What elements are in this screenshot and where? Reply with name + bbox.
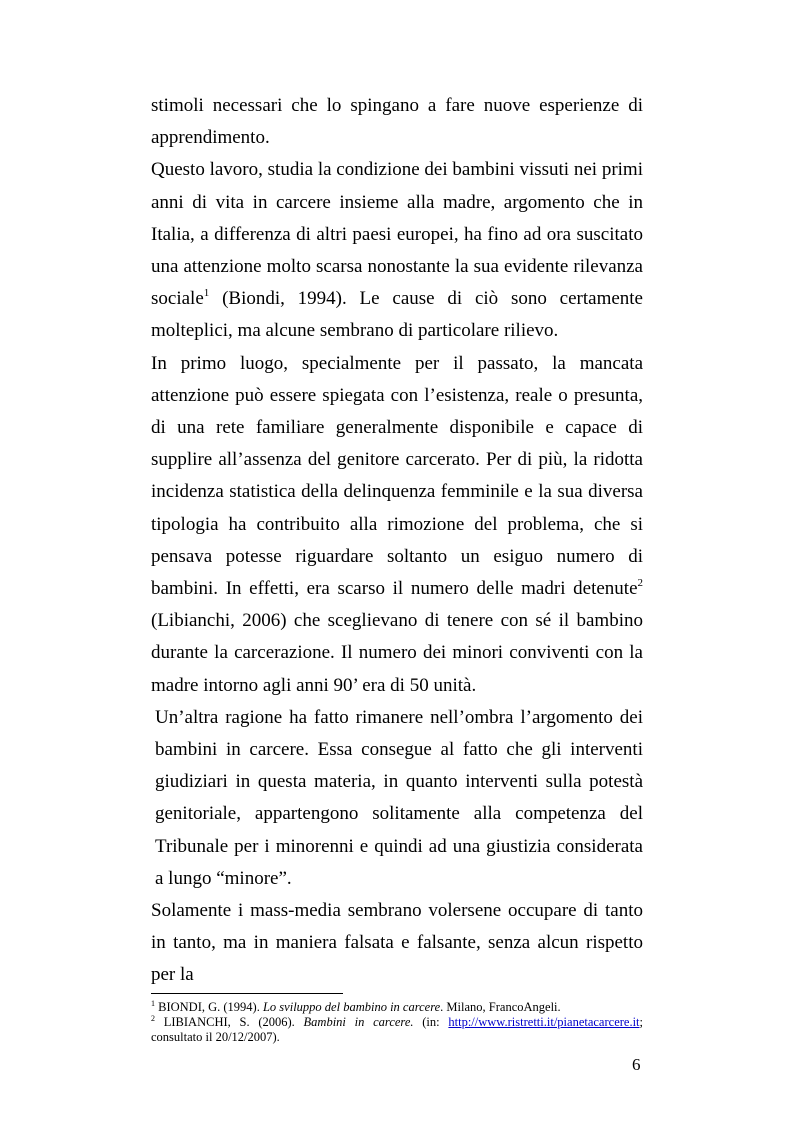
footnote-link[interactable]: http://www.ristretti.it/pianetacarcere.it bbox=[448, 1015, 640, 1029]
footnote-separator bbox=[151, 993, 343, 994]
body-text bbox=[151, 90, 643, 992]
footnote-1: $^1$ BIONDI, G. (1994). Lo sviluppo del bambino in carcere. Milano, FrancoAngeli. bbox=[151, 999, 561, 1014]
footnote-ref-1[interactable]: 1 bbox=[203, 287, 210, 300]
paragraph-5: Solamente i mass-media sembrano volersene occupare di tanto in tanto, ma in maniera falsata e falsante, senza alcun rispetto per la bbox=[151, 900, 643, 986]
paragraph-3: In primo luogo, specialmente per il passato, la mancata attenzione può essere spiegata con l’esistenza, reale o presunta, di una rete familiare generalmente disponibile e capace di supplire all’assenza del genitore carcerato. Per di più, la ridotta incidenza statistica della delinquenza femminile e la sua diversa tipologia ha contribuito alla rimozione del problema, che si pensava potesse riguardare soltanto un esiguo numero di bambini. In effetti, era scarso il numero delle madri detenute$^2$ (Libianchi, 2006) che sceglievano di tenere con sé il bambino durante la carcerazione. Il numero dei minori conviventi con la madre intorno agli anni 90’ era di 50 unità. bbox=[151, 352, 643, 696]
footnote-2: $^2$ LIBIANCHI, S. (2006). Bambini in carcere. (in: http://www.ristretti.it/pianetacarcere.it; consultato il 20/12/2007). bbox=[151, 1014, 644, 1044]
paragraph-2: Questo lavoro, studia la condizione dei bambini vissuti nei primi anni di vita in carcere insieme alla madre, argomento che in Italia, a differenza di altri paesi europei, ha fino ad ora suscitato una attenzione molto scarsa nonostante la sua evidente rilevanza sociale$^1$ (Biondi, 1994). Le cause di ciò sono certamente molteplici, ma alcune sembrano di particolare rilievo. bbox=[151, 159, 643, 342]
footnotes bbox=[151, 1000, 643, 1045]
paragraph-4: Un’altra ragione ha fatto rimanere nell’ombra l’argomento dei bambini in carcere. Essa consegue al fatto che gli interventi giudiziari in questa materia, in quanto interventi sulla potestà genitoriale, appartengono solitamente alla competenza del Tribunale per i minorenni e quindi ad una giustizia considerata a lungo “minore”. bbox=[155, 706, 643, 889]
paragraph-1: stimoli necessari che lo spingano a fare nuove esperienze di apprendimento. bbox=[151, 95, 643, 149]
footnote-ref-2[interactable]: 2 bbox=[637, 577, 643, 590]
page-number: 6 bbox=[632, 1055, 641, 1074]
